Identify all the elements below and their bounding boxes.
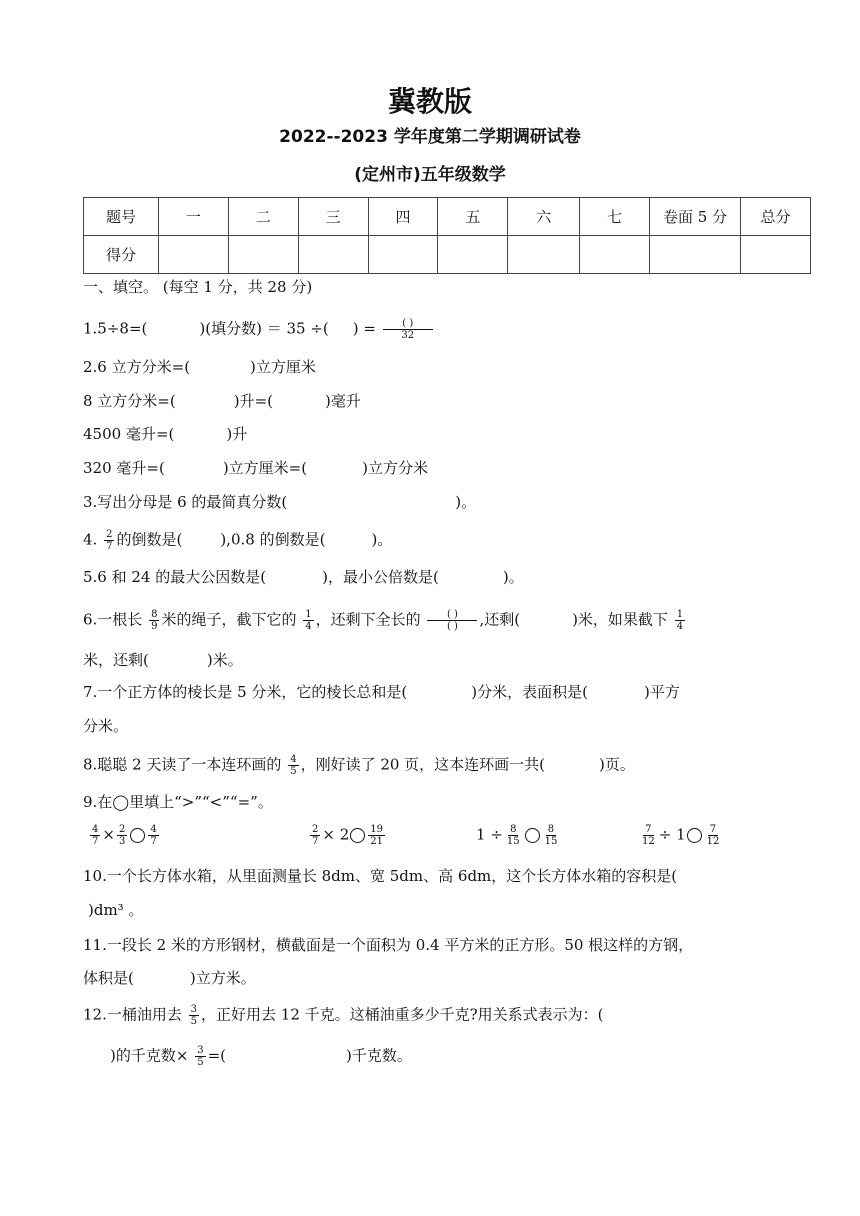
score-cell bbox=[368, 236, 438, 274]
q8-text: )页。 bbox=[599, 755, 635, 774]
q6-fraction-1: $\frac{8}{9}$ bbox=[151, 609, 158, 632]
score-header-cell: 三 bbox=[298, 198, 368, 236]
q9-e4-fraction-1: $\frac{7}{12}$ bbox=[642, 824, 655, 847]
score-header-cell: 七 bbox=[580, 198, 650, 236]
q7-text: )分米，表面积是( bbox=[471, 683, 588, 701]
score-header-cell: 四 bbox=[368, 198, 438, 236]
exam-grade-subtitle: (定州市)五年级数学 bbox=[354, 165, 506, 185]
question-7-line-1 bbox=[83, 682, 680, 702]
question-12-line-1 bbox=[83, 1004, 604, 1027]
q2-text: 2.6 立方分米=( bbox=[83, 358, 191, 376]
question-11-line-1: 11.一段长 2 米的方形钢材，横截面是一个面积为 0.4 平方米的正方形。50 根这样的方钢， bbox=[83, 936, 694, 954]
q9-e1-fraction-2: $\frac{2}{3}$ bbox=[118, 824, 126, 847]
score-header-cell: 一 bbox=[158, 198, 228, 236]
q2-text: )立方分米 bbox=[362, 459, 428, 477]
page-title: 冀教版 bbox=[387, 85, 472, 118]
q9-e2-fraction-1: $\frac{2}{7}$ bbox=[312, 824, 319, 847]
q2-text: )立方厘米 bbox=[250, 358, 316, 376]
exam-subtitle: 2022--2023 学年度第二学期调研试卷 bbox=[279, 127, 581, 147]
score-cell bbox=[580, 236, 650, 274]
q9-e2-operator: × 2 bbox=[322, 825, 350, 844]
q12-fraction-2: $\frac{3}{5}$ bbox=[197, 1045, 204, 1068]
q9-e2-fraction-3: $\frac{19}{21}$ bbox=[370, 824, 383, 847]
q3-text: 3.写出分母是 6 的最简真分数( bbox=[83, 493, 288, 511]
q6-text: )米。 bbox=[206, 651, 243, 669]
score-cell bbox=[438, 236, 508, 274]
q2-text: )立方厘米=( bbox=[222, 459, 308, 477]
score-header-cell: 二 bbox=[228, 198, 298, 236]
q11-text: 体积是( bbox=[83, 969, 134, 987]
q4-text: 4. bbox=[83, 530, 98, 549]
q1-text-c: ) = bbox=[352, 319, 376, 338]
q9-e1-operator: × bbox=[102, 825, 115, 844]
q9-e4-answer-circle[interactable] bbox=[687, 828, 702, 843]
score-header-cell: 六 bbox=[508, 198, 580, 236]
q9-e3-fraction-1: $\frac{8}{15}$ bbox=[506, 824, 520, 847]
q3-text: )。 bbox=[455, 493, 477, 511]
q6-text: ,还剩( bbox=[479, 610, 521, 629]
q9-e4-operator: ÷ 1 bbox=[658, 825, 686, 844]
question-7-line-2 bbox=[83, 716, 128, 736]
q2-text: 8 立方分米=( bbox=[83, 392, 176, 410]
q7-text: 7.一个正方体的棱长是 5 分米，它的棱长总和是( bbox=[83, 683, 408, 701]
q1-text-a: 1.5÷8=( bbox=[83, 319, 148, 338]
q6-text: 米，还剩( bbox=[83, 651, 149, 669]
question-2-line-4 bbox=[83, 458, 428, 478]
q9-e3-fraction-3: $\frac{8}{15}$ bbox=[544, 824, 558, 847]
question-5 bbox=[83, 567, 524, 587]
score-row-label: 得分 bbox=[84, 236, 159, 274]
score-cell bbox=[740, 236, 810, 274]
q9-e3-answer-circle[interactable] bbox=[525, 828, 540, 843]
q9-expression-1 bbox=[88, 824, 161, 847]
question-3 bbox=[83, 492, 476, 512]
question-8 bbox=[83, 754, 635, 777]
q4-fraction: $\frac{2}{7}$ bbox=[106, 529, 113, 552]
q12-text: ，正好用去 12 千克。这桶油重多少千克?用关系式表示为：( bbox=[201, 1005, 604, 1024]
q6-text: )米，如果截下 bbox=[572, 610, 668, 629]
q8-text: ，刚好读了 20 页，这本连环画一共( bbox=[300, 755, 546, 774]
q6-fraction-2: $\frac{1}{4}$ bbox=[305, 609, 312, 632]
q6-text: ，还剩下全长的 bbox=[315, 610, 421, 629]
question-4 bbox=[83, 529, 392, 552]
score-cell bbox=[158, 236, 228, 274]
q1-text-b: )(填分数) ＝ 35 ÷( bbox=[199, 319, 329, 338]
q9-e1-fraction-3: $\frac{4}{7}$ bbox=[150, 824, 157, 847]
q5-text: 5.6 和 24 的最大公因数是( bbox=[83, 568, 267, 586]
q5-text: )，最小公倍数是( bbox=[322, 568, 439, 586]
q12-fraction-1: $\frac{3}{5}$ bbox=[190, 1004, 198, 1027]
score-header-cell: 五 bbox=[438, 198, 508, 236]
q2-text: )毫升 bbox=[325, 392, 361, 410]
q8-fraction: $\frac{4}{5}$ bbox=[290, 754, 297, 777]
q9-e3-lead: 1 ÷ bbox=[476, 825, 503, 844]
q6-fraction-3: $\frac{( )}{( )}$ bbox=[427, 609, 477, 632]
score-cell bbox=[508, 236, 580, 274]
question-2-line-3 bbox=[83, 424, 247, 444]
q9-expression-2 bbox=[308, 824, 387, 847]
q8-text: 8.聪聪 2 天读了一本连环画的 bbox=[83, 755, 282, 774]
question-10-line-1: 10.一个长方体水箱，从里面测量长 8dm、宽 5dm、高 6dm，这个长方体水箱的容积是( bbox=[83, 867, 678, 885]
question-11-line-2 bbox=[83, 968, 256, 988]
q2-text: )升=( bbox=[233, 392, 274, 410]
section-heading: 一、填空。 (每空 1 分，共 28 分) bbox=[83, 278, 313, 296]
q4-text: ),0.8 的倒数是( bbox=[220, 530, 326, 549]
q1-fraction: $\frac{( )}{32}$ bbox=[383, 318, 433, 341]
score-cell bbox=[228, 236, 298, 274]
score-header-cell: 题号 bbox=[84, 198, 159, 236]
q4-text: 的倒数是( bbox=[116, 530, 183, 549]
score-cell bbox=[650, 236, 741, 274]
score-header-cell: 卷面 5 分 bbox=[650, 198, 741, 236]
q6-text: 米的绳子，截下它的 bbox=[161, 610, 297, 629]
q9-expression-3 bbox=[476, 824, 561, 847]
q2-text: 320 毫升=( bbox=[83, 459, 165, 477]
q9-e1-fraction-1: $\frac{4}{7}$ bbox=[92, 824, 99, 847]
q9-expression-4 bbox=[638, 824, 723, 847]
q7-text: 分米。 bbox=[83, 717, 129, 735]
q12-text: )千克数。 bbox=[346, 1046, 412, 1065]
question-10-line-2: )dm³ 。 bbox=[88, 901, 144, 919]
q12-text: )的千克数× bbox=[110, 1046, 189, 1065]
score-table-score-row bbox=[84, 236, 811, 274]
score-header-cell: 总分 bbox=[740, 198, 810, 236]
q4-text: )。 bbox=[371, 530, 393, 549]
question-2-line-2 bbox=[83, 391, 361, 411]
question-6-line-1 bbox=[83, 609, 687, 632]
q9-e2-answer-circle[interactable] bbox=[350, 828, 365, 843]
q7-text: )平方 bbox=[643, 683, 680, 701]
score-cell bbox=[298, 236, 368, 274]
score-table bbox=[83, 197, 811, 274]
question-6-line-2 bbox=[83, 650, 243, 670]
question-9: 9.在◯里填上“>”“<”“=”。 bbox=[83, 793, 273, 811]
q9-e1-answer-circle[interactable] bbox=[130, 828, 145, 843]
q5-text: )。 bbox=[502, 568, 524, 586]
q6-fraction-4: $\frac{1}{4}$ bbox=[676, 609, 684, 632]
question-2-line-1 bbox=[83, 357, 316, 377]
question-12-line-2 bbox=[110, 1045, 412, 1068]
q2-text: )升 bbox=[226, 425, 248, 443]
q6-text: 6.一根长 bbox=[83, 610, 143, 629]
q11-text: )立方米。 bbox=[189, 969, 256, 987]
q12-text: 12.一桶油用去 bbox=[83, 1005, 182, 1024]
q2-text: 4500 毫升=( bbox=[83, 425, 175, 443]
q9-e4-fraction-3: $\frac{7}{12}$ bbox=[706, 824, 720, 847]
q12-text: =( bbox=[207, 1046, 226, 1065]
score-table-header-row bbox=[84, 198, 811, 236]
question-1 bbox=[83, 318, 435, 341]
